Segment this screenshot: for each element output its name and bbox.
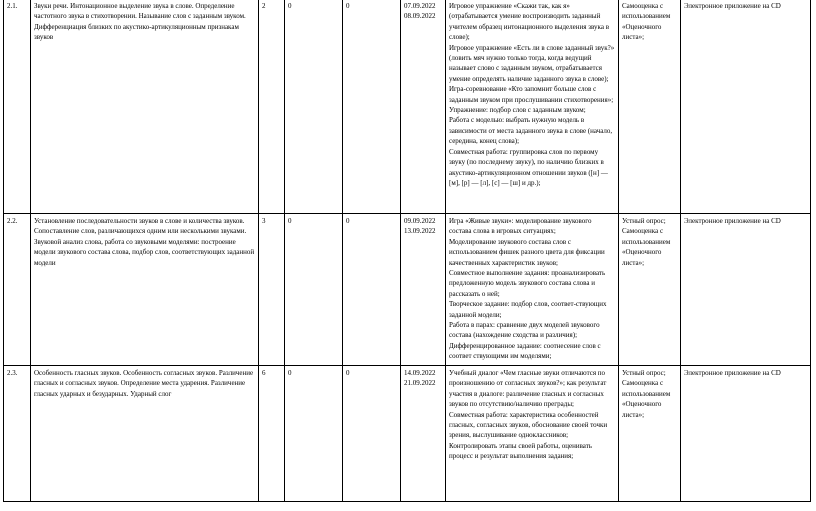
row-number: 2.1. bbox=[4, 0, 31, 214]
control-hours-cell: 0 bbox=[285, 0, 343, 214]
row-number: 2.3. bbox=[4, 366, 31, 502]
control-hours-cell: 0 bbox=[285, 214, 343, 366]
resources-cell: Электронное приложение на CD bbox=[681, 0, 811, 214]
table-row bbox=[4, 214, 811, 366]
table-row bbox=[4, 0, 811, 214]
activities-cell: Учебный диалог «Чем гласные звуки отличаются по произношению от согласных звуков?»; как результат участия в диалоге: различение гласных и согласных звуков по отсутствию/наличию преграды; Совместная работа: характеристика особенностей гласных, согласных звуков, обоснование своей точки зрения, выслушивание одноклассников; Контролировать этапы своей работы, оценивать процесс и результат выполнения задания; bbox=[446, 366, 619, 502]
total-hours-cell: 2 bbox=[259, 0, 285, 214]
assessment-forms-cell: Устный опрос; Самооценка с использованием «Оценочного листа»; bbox=[619, 366, 681, 502]
assessment-forms-cell: Самооценка с использованием «Оценочного листа»; bbox=[619, 0, 681, 214]
total-hours-cell: 6 bbox=[259, 366, 285, 502]
practice-hours-cell: 0 bbox=[343, 0, 401, 214]
practice-hours-cell: 0 bbox=[343, 366, 401, 502]
total-hours-cell: 3 bbox=[259, 214, 285, 366]
activities-cell: Игра «Живые звуки»: моделирование звукового состава слова в игровых ситуациях; Моделирование звукового состава слов с использованием фишек разного цвета для фиксации качественных характеристик звуков; Совместное выполнение задания: проанализировать предложенную модель звукового состава слова и рассказать о ней; Творческое задание: подбор слов, соответ-ствующих заданной модели; Работа в парах: сравнение двух моделей звукового состава (нахождение сходства и различия); Дифференцированное задание: соотнесение слов с соответ ствующими им моделями; bbox=[446, 214, 619, 366]
assessment-forms-cell: Устный опрос; Самооценка с использованием «Оценочного листа»; bbox=[619, 214, 681, 366]
row-number: 2.2. bbox=[4, 214, 31, 366]
resources-cell: Электронное приложение на CD bbox=[681, 214, 811, 366]
topic-cell: Звуки речи. Интонационное выделение звука в слове. Определение частотного звука в стихотворении. Называние слов с заданным звуком. Дифференциация близких по акустико-артикуляционным признакам звуков bbox=[31, 0, 259, 214]
dates-cell: 14.09.2022 21.09.2022 bbox=[401, 366, 446, 502]
resources-cell: Электронное приложение на CD bbox=[681, 366, 811, 502]
dates-cell: 07.09.2022 08.09.2022 bbox=[401, 0, 446, 214]
lesson-plan-table bbox=[3, 0, 811, 502]
topic-cell: Особенность гласных звуков. Особенность согласных звуков. Различение гласных и согласных звуков. Определение места ударения. Различение гласных ударных и безударных. Ударный слог bbox=[31, 366, 259, 502]
table-row bbox=[4, 366, 811, 502]
control-hours-cell: 0 bbox=[285, 366, 343, 502]
dates-cell: 09.09.2022 13.09.2022 bbox=[401, 214, 446, 366]
activities-cell: Игровое упражнение «Скажи так, как я» (отрабатывается умение воспроизводить заданный учителем образец интонационного выделения звука в слове); Игровое упражнение «Есть ли в слове заданный звук?» (ловить мяч нужно только тогда, когда ведущий называет слово с заданным звуком, отрабатывается умение определять наличие заданного звука в слове); Игра-соревнование «Кто запомнит больше слов с заданным звуком при прослушивании стихотворения»; Упражнение: подбор слов с заданным звуком; Работа с моделью: выбрать нужную модель в зависимости от места заданного звука в слове (начало, середина, конец слова); Совместная работа: группировка слов по первому звуку (по последнему звуку), по наличию близких в акустико-артикуляционном отношении звуков ([н] — [м], [р] — [л], [с] — [ш] и др.); bbox=[446, 0, 619, 214]
practice-hours-cell: 0 bbox=[343, 214, 401, 366]
topic-cell: Установление последовательности звуков в слове и количества звуков. Сопоставление слов, различающихся одним или несколькими звуками. Звуковой анализ слова, работа со звуковыми моделями: построение модели звукового состава слова, подбор слов, соответствующих заданной модели bbox=[31, 214, 259, 366]
